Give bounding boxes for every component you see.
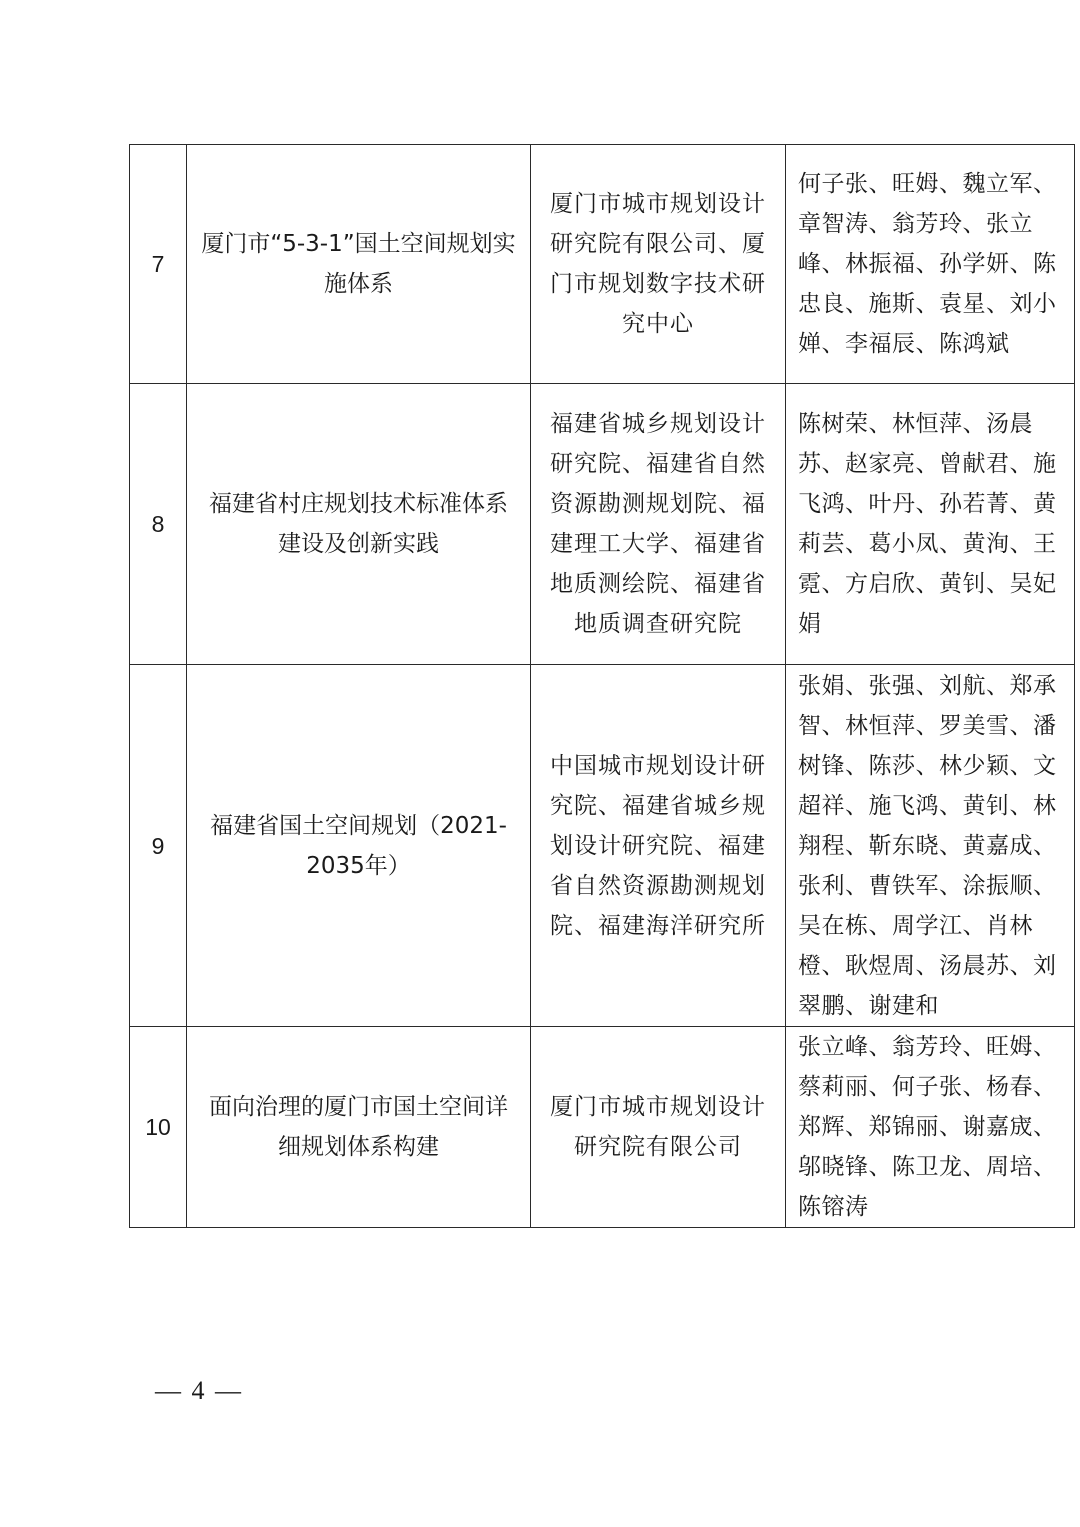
organization: 厦门市城市规划设计研究院有限公司	[531, 1027, 786, 1228]
table-row	[130, 665, 1075, 1027]
organization: 厦门市城市规划设计研究院有限公司、厦门市规划数字技术研究中心	[531, 145, 786, 384]
table-row	[130, 384, 1075, 665]
organization: 中国城市规划设计研究院、福建省城乡规划设计研究院、福建省自然资源勘测规划院、福建海洋研究所	[531, 665, 786, 1027]
table-row	[130, 1027, 1075, 1228]
row-number: 10	[130, 1027, 187, 1228]
project-title: 厦门市“5-3-1”国土空间规划实施体系	[187, 145, 531, 384]
award-table	[129, 144, 1075, 1228]
table-row	[130, 145, 1075, 384]
project-title: 面向治理的厦门市国土空间详细规划体系构建	[187, 1027, 531, 1228]
page-number: — 4 —	[155, 1376, 243, 1405]
people-list: 陈树荣、林恒萍、汤晨苏、赵家亮、曾献君、施飞鸿、叶丹、孙若菁、黄莉芸、葛小凤、黄洵、王霓、方启欣、黄钊、吴妃娟	[786, 384, 1075, 665]
project-title: 福建省国土空间规划（2021-2035年）	[187, 665, 531, 1027]
row-number: 8	[130, 384, 187, 665]
organization: 福建省城乡规划设计研究院、福建省自然资源勘测规划院、福建理工大学、福建省地质测绘院、福建省地质调查研究院	[531, 384, 786, 665]
row-number: 9	[130, 665, 187, 1027]
project-title: 福建省村庄规划技术标准体系建设及创新实践	[187, 384, 531, 665]
row-number: 7	[130, 145, 187, 384]
people-list: 张立峰、翁芳玲、旺姆、蔡莉丽、何子张、杨春、郑辉、郑锦丽、谢嘉宬、邬晓锋、陈卫龙、周培、陈镕涛	[786, 1027, 1075, 1228]
people-list: 张娟、张强、刘航、郑承智、林恒萍、罗美雪、潘树锋、陈莎、林少颖、文超祥、施飞鸿、黄钊、林翔程、靳东晓、黄嘉成、张利、曹铁军、涂振顺、吴在栋、周学江、肖林橙、耿煜周、汤晨苏、刘翠鹏、谢建和	[786, 665, 1075, 1027]
people-list: 何子张、旺姆、魏立军、章智涛、翁芳玲、张立峰、林振福、孙学妍、陈忠良、施斯、袁星、刘小婵、李福辰、陈鸿斌	[786, 145, 1075, 384]
